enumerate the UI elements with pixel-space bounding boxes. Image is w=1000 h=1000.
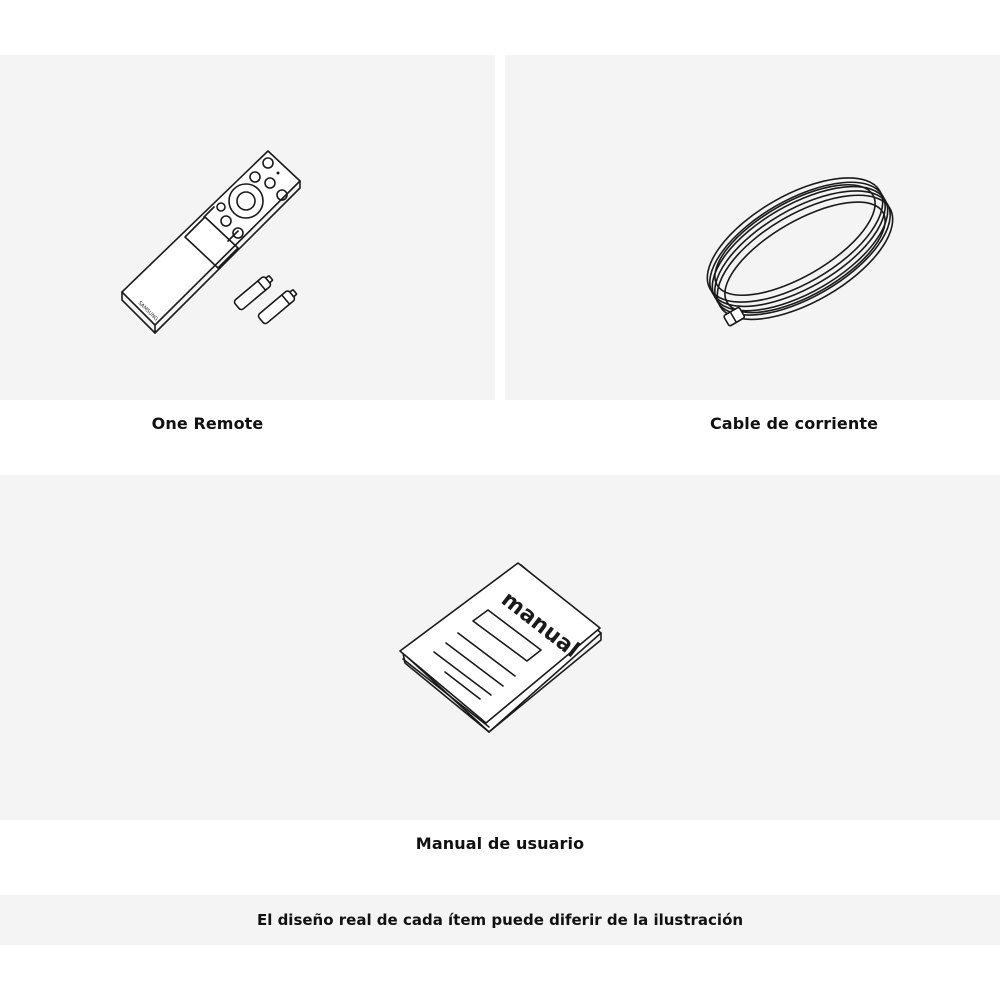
manual-panel: [0, 475, 1000, 820]
manual-cover-text: manual: [496, 587, 584, 664]
disclaimer-bar: [0, 895, 1000, 945]
remote-brand-text: SAMSUNG: [136, 300, 159, 323]
remote-caption: One Remote: [151, 414, 264, 433]
disclaimer-text: El diseño real de cada ítem puede diferir de la ilustración: [256, 911, 744, 929]
manual-caption: Manual de usuario: [415, 834, 585, 853]
cable-panel: [505, 55, 1000, 400]
cable-caption: Cable de corriente: [709, 414, 879, 433]
remote-control-icon: [0, 55, 495, 400]
power-cable-icon: [505, 55, 1000, 400]
user-manual-icon: [0, 475, 1000, 820]
batteries-icon: [233, 273, 298, 324]
remote-panel: [0, 55, 495, 400]
